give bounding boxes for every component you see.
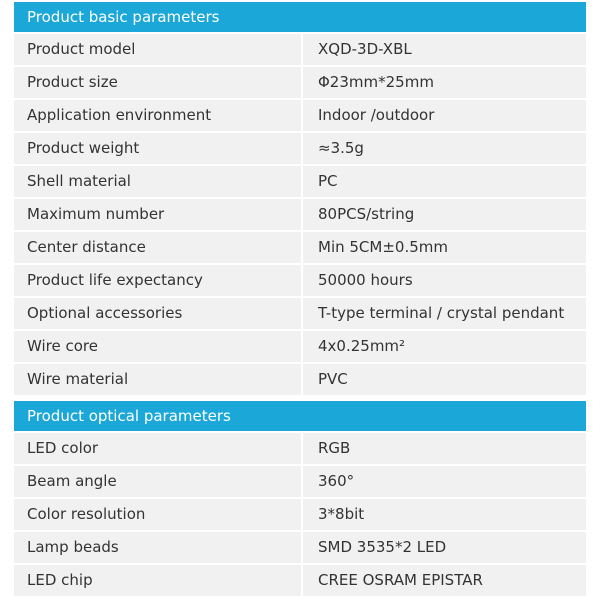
spec-label: Maximum number (27, 205, 165, 223)
spec-label: Product life expectancy (27, 271, 203, 289)
spec-row-maximum-number (14, 199, 586, 230)
spec-row-optional-accessories (14, 298, 586, 329)
spec-row-product-model (14, 34, 586, 65)
spec-row-wire-material (14, 364, 586, 395)
spec-label: Product model (27, 40, 136, 58)
spec-label: Product size (27, 73, 118, 91)
spec-value: 3*8bit (318, 505, 365, 523)
optical-parameters-rows (14, 433, 586, 596)
spec-value: 4x0.25mm² (318, 337, 406, 355)
spec-row-application-environment (14, 100, 586, 131)
spec-label: Optional accessories (27, 304, 183, 322)
spec-value: 50000 hours (318, 271, 413, 289)
spec-value: PVC (318, 370, 348, 388)
spec-value: CREE OSRAM EPISTAR (318, 571, 483, 589)
spec-row-led-chip (14, 565, 586, 596)
spec-label: Color resolution (27, 505, 146, 523)
spec-row-led-color (14, 433, 586, 464)
spec-row-center-distance (14, 232, 586, 263)
spec-value: 360° (318, 472, 355, 490)
spec-label: LED color (27, 439, 99, 457)
basic-parameters-rows (14, 34, 586, 395)
spec-label: LED chip (27, 571, 93, 589)
spec-label: Beam angle (27, 472, 117, 490)
spec-row-shell-material (14, 166, 586, 197)
spec-value: PC (318, 172, 338, 190)
spec-label: Application environment (27, 106, 212, 124)
optical-parameters-header: Product optical parameters (14, 401, 586, 431)
spec-label: Center distance (27, 238, 146, 256)
optical-parameters-table (14, 401, 586, 596)
spec-value: Indoor /outdoor (318, 106, 435, 124)
spec-value: SMD 3535*2 LED (318, 538, 447, 556)
spec-row-product-weight (14, 133, 586, 164)
spec-value: T-type terminal / crystal pendant (318, 304, 565, 322)
basic-parameters-header: Product basic parameters (14, 2, 586, 32)
spec-label: Wire material (27, 370, 129, 388)
spec-row-beam-angle (14, 466, 586, 497)
spec-row-lamp-beads (14, 532, 586, 563)
spec-row-wire-core (14, 331, 586, 362)
spec-value: RGB (318, 439, 351, 457)
spec-row-product-size (14, 67, 586, 98)
spec-label: Product weight (27, 139, 140, 157)
basic-parameters-table (14, 2, 586, 395)
spec-row-color-resolution (14, 499, 586, 530)
spec-value: 80PCS/string (318, 205, 415, 223)
spec-label: Wire core (27, 337, 98, 355)
spec-label: Lamp beads (27, 538, 119, 556)
spec-row-product-life-expectancy (14, 265, 586, 296)
spec-value: Min 5CM±0.5mm (318, 238, 448, 256)
spec-value: XQD-3D-XBL (318, 40, 412, 58)
spec-value: Φ23mm*25mm (318, 73, 434, 91)
spec-label: Shell material (27, 172, 131, 190)
spec-value: ≈3.5g (318, 139, 364, 157)
